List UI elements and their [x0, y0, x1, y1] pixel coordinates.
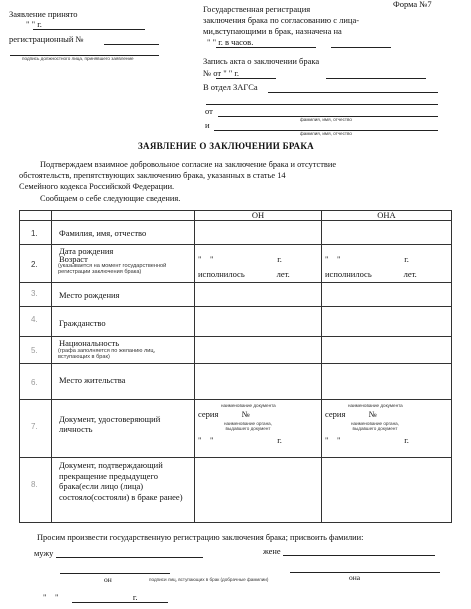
received-date: " " г.	[26, 19, 42, 29]
cell-she[interactable]	[322, 221, 452, 245]
cell-she[interactable]: наименование документа серия № наименование органа, выдавшего документ " " г.	[322, 400, 452, 458]
signature-he-line[interactable]	[60, 573, 170, 574]
cell-she[interactable]	[322, 364, 452, 400]
and-label: и	[205, 120, 210, 130]
signature-caption: подпись должностного лица, принявшего заявление	[22, 56, 134, 61]
fio-caption-1: фамилия, имя, отчество	[300, 117, 352, 122]
column-she: ОНА	[322, 211, 452, 221]
table-row: 2. Дата рождения Возраст (указывается на момент государственной регистрации заключения брака) " " г. исполнилось лет. " " г. исполнилось лет.	[20, 245, 452, 283]
table-row: 3. Место рождения	[20, 283, 452, 307]
table-row: 5. Национальность (графа заполняется по желанию лиц, вступающих в брак)	[20, 337, 452, 364]
zags-label: В отдел ЗАГСа	[203, 82, 258, 92]
husband-surname-field[interactable]	[56, 557, 203, 558]
signature-he-label: он	[104, 575, 112, 584]
cell-he[interactable]	[195, 307, 322, 337]
signature-caption: подписи лиц, вступающих в брак (добрачные фамилии)	[149, 577, 269, 582]
cell-he[interactable]	[195, 283, 322, 307]
registration-date: " " г. в часов.	[207, 37, 254, 47]
act-record-label: Запись акта о заключении брака	[203, 56, 320, 66]
column-he: ОН	[195, 211, 322, 221]
cell-she[interactable]	[322, 337, 452, 364]
cell-he[interactable]: наименование документа серия № наименование органа, выдавшего документ " " г.	[195, 400, 322, 458]
table-row: 7. Документ, удостоверяющий личность наименование документа серия № наименование органа, выдавшего документ " " г. наименование документа серия № наименование органа, выдавшего документ " " г.	[20, 400, 452, 458]
cell-he[interactable]: " " г. исполнилось лет.	[195, 245, 322, 283]
fio-caption-2: фамилия, имя, отчество	[300, 131, 352, 136]
cell-she[interactable]	[322, 307, 452, 337]
cell-she[interactable]: " " г. исполнилось лет.	[322, 245, 452, 283]
table-row: 8. Документ, подтверждающий прекращение предыдущего брака(если лицо (лица) состояло(состояли) в браке ранее)	[20, 458, 452, 523]
page-title: ЗАЯВЛЕНИЕ О ЗАКЛЮЧЕНИИ БРАКА	[138, 141, 314, 151]
row-label: Фамилия, имя, отчество	[59, 228, 147, 238]
surname-request: Просим произвести государственную регистрацию заключения брака; присвоить фамилии:	[37, 533, 364, 542]
cell-he[interactable]	[195, 364, 322, 400]
table-row: 6. Место жительства	[20, 364, 452, 400]
signature-she-label: она	[349, 573, 361, 582]
cell-he[interactable]	[195, 458, 322, 523]
signature-date: " " г.	[43, 592, 138, 602]
cell-he[interactable]	[195, 221, 322, 245]
paragraph-line4: Сообщаем о себе следующие сведения.	[40, 194, 181, 203]
data-table	[19, 210, 452, 523]
registration-line2: заключения брака по согласованию с лица-	[203, 15, 360, 25]
table-row: 1. Фамилия, имя, отчество	[20, 221, 452, 245]
wife-surname-field[interactable]	[283, 555, 435, 556]
paragraph-line3: Семейного кодекса Российской Федерации.	[19, 182, 175, 191]
paragraph-line1: Подтверждаем взаимное добровольное согласие на заключение брака и отсутствие	[40, 160, 337, 169]
form-number: Форма №7	[393, 0, 432, 9]
cell-he[interactable]	[195, 337, 322, 364]
registration-line1: Государственная регистрация	[203, 4, 311, 14]
husband-label: мужу	[34, 549, 54, 558]
table-row: 4. Гражданство	[20, 307, 452, 337]
cell-she[interactable]	[322, 283, 452, 307]
registration-line3: ми,вступающими в брак, назначена на	[203, 26, 342, 36]
act-record-line: № от " " г.	[203, 68, 240, 78]
received-label: Заявление принято	[9, 9, 78, 19]
reg-number-label: регистрационный №	[9, 34, 84, 44]
signature-she-line[interactable]	[290, 572, 440, 573]
wife-label: жене	[263, 547, 281, 556]
from-label: от	[205, 106, 213, 116]
cell-she[interactable]	[322, 458, 452, 523]
paragraph-line2: обстоятельств, препятствующих заключению брака, указанных в статье 14	[19, 171, 286, 180]
